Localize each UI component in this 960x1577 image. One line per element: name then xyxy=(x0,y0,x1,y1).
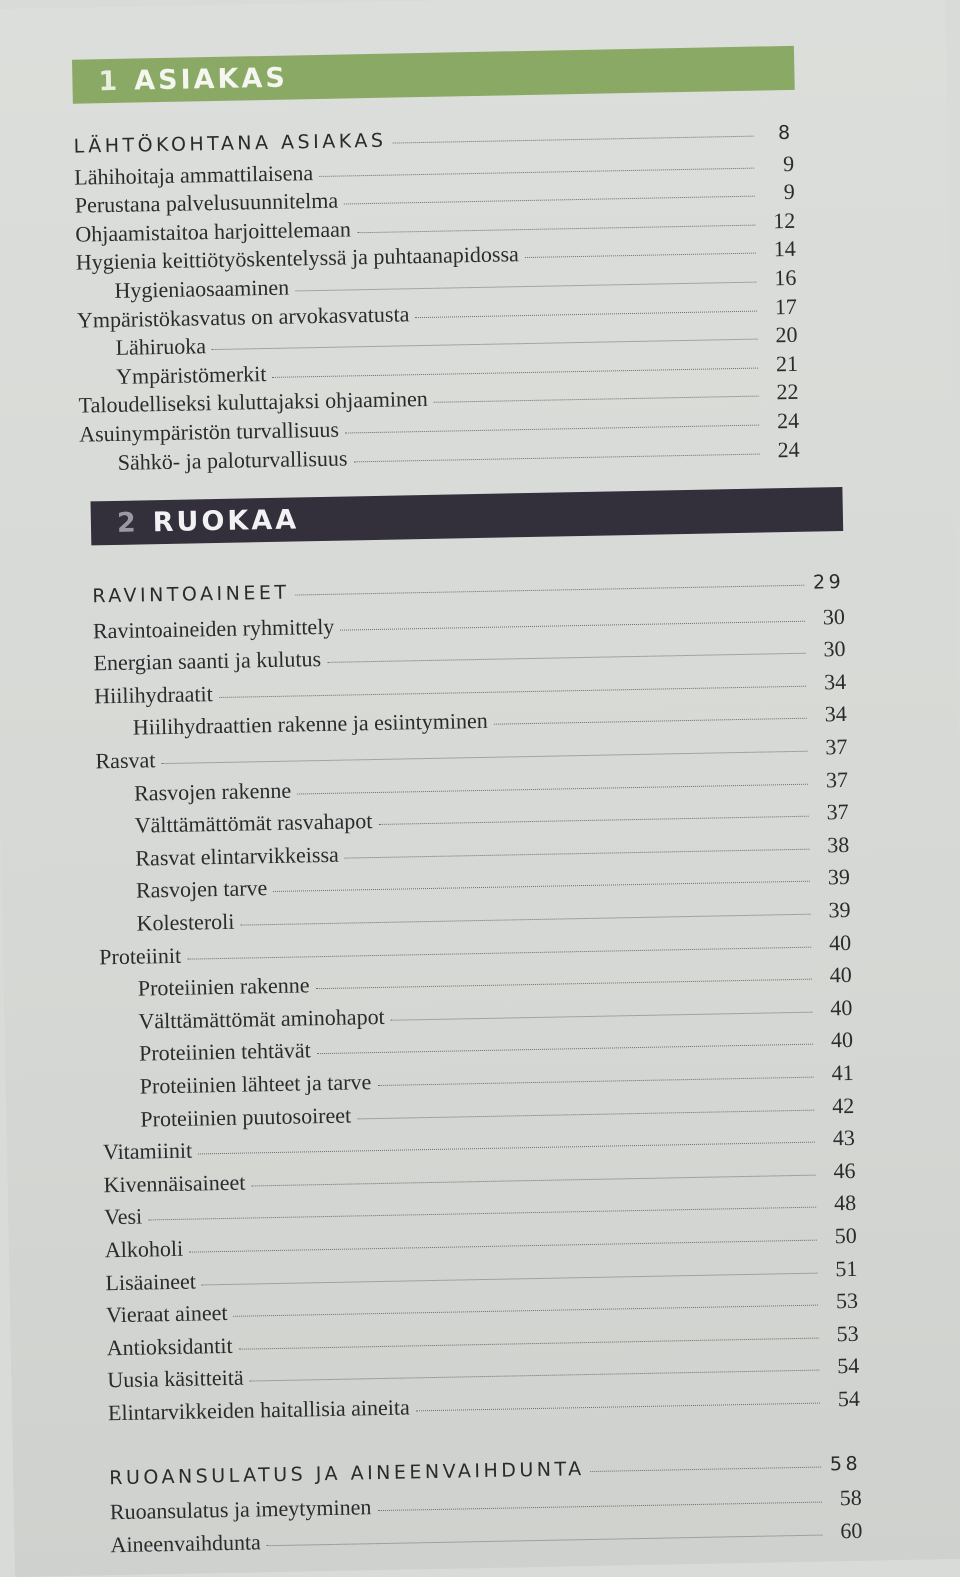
toc-entry-title: Proteiinien tehtävät xyxy=(138,1037,311,1066)
dot-leader xyxy=(148,1207,816,1221)
toc-page-number: 37 xyxy=(826,799,849,825)
section-banner-asiakas xyxy=(72,46,795,104)
dot-leader xyxy=(212,339,758,350)
dot-leader xyxy=(189,1240,817,1253)
toc-chapter-heading xyxy=(109,1452,861,1488)
toc-entry-title: Vesi xyxy=(104,1203,143,1230)
toc-page-number: 42 xyxy=(831,1092,855,1118)
toc-page-number: 24 xyxy=(776,407,800,434)
toc-entry-title: Taloudelliseksi kuluttajaksi ohjaaminen xyxy=(78,386,429,419)
dot-leader xyxy=(239,1337,819,1349)
toc-page-number: 17 xyxy=(774,293,798,319)
dot-leader xyxy=(340,620,805,630)
toc-entry-title: Proteiinit xyxy=(99,942,182,969)
dot-leader xyxy=(345,425,759,434)
dot-leader xyxy=(327,653,805,663)
toc-page-number: 58 xyxy=(829,1452,862,1475)
dot-leader xyxy=(240,914,810,926)
toc-entry-title: Sähkö- ja paloturvallisuus xyxy=(117,445,348,475)
toc-entry-title: Välttämättömät aminohapot xyxy=(138,1003,385,1034)
dot-leader xyxy=(434,396,759,403)
toc-entry-title: Hiilihydraattien rakenne ja esiintyminen xyxy=(132,708,488,741)
dot-leader xyxy=(187,946,811,959)
toc-page-number: 40 xyxy=(829,962,852,988)
toc-entry-title: Vieraat aineet xyxy=(105,1300,228,1328)
section-number: 2 xyxy=(116,507,140,539)
toc-page-number: 39 xyxy=(828,896,851,923)
toc-entry-title: LÄHTÖKOHTANA ASIAKAS xyxy=(73,129,387,158)
toc-entry-title: Asuinympäristön turvallisuus xyxy=(78,416,340,447)
dot-leader xyxy=(416,1403,820,1412)
dot-leader xyxy=(354,453,760,462)
dot-leader xyxy=(357,224,755,233)
dot-leader xyxy=(272,367,758,377)
dot-leader xyxy=(392,136,753,144)
toc-entry-title: Alkoholi xyxy=(104,1235,184,1263)
toc-page-number: 60 xyxy=(840,1517,863,1544)
toc-entry-title: Elintarvikkeiden haitallisia aineita xyxy=(107,1394,410,1426)
dot-leader xyxy=(198,1142,815,1155)
dot-leader xyxy=(525,253,756,258)
section-title: ASIAKAS xyxy=(133,62,289,97)
toc-entry-title: Rasvat elintarvikkeissa xyxy=(135,841,340,871)
dot-leader xyxy=(391,1011,813,1020)
toc-page-number: 40 xyxy=(830,994,853,1021)
toc-entry-title: Proteiinien rakenne xyxy=(137,972,310,1001)
toc-entry-title: Energian saanti ja kulutus xyxy=(93,646,322,676)
dot-leader xyxy=(296,585,805,596)
toc-entry-title: Kivennäisaineet xyxy=(103,1169,246,1198)
toc-page-number: 34 xyxy=(824,701,847,727)
toc-page-number: 9 xyxy=(782,150,795,176)
dot-leader xyxy=(297,783,808,794)
toc-page-number: 22 xyxy=(776,379,799,405)
dot-leader xyxy=(273,881,810,892)
toc-entry-title: Ympäristökasvatus on arvokasvatusta xyxy=(76,300,410,333)
toc-entry-title: Perustana palvelusuunnitelma xyxy=(74,187,339,218)
dot-leader xyxy=(251,1174,815,1186)
toc-entry-title: Vitamiinit xyxy=(102,1137,193,1165)
toc-page-number: 48 xyxy=(833,1190,857,1216)
toc-page-number: 38 xyxy=(826,831,850,858)
toc-page-number: 16 xyxy=(774,264,797,291)
toc-entry-title: Lisäaineet xyxy=(105,1268,197,1295)
toc-entry-title: Hygienia keittiötyöskentelyssä ja puhtaanapidossa xyxy=(75,241,520,276)
toc-page-number: 30 xyxy=(822,603,846,629)
section-number: 1 xyxy=(98,65,121,97)
toc-entry-title: Kolesteroli xyxy=(136,908,235,936)
dot-leader xyxy=(415,310,757,318)
toc-chapter-heading xyxy=(92,571,844,607)
toc-page-number: 12 xyxy=(772,207,796,234)
toc-page-number: 24 xyxy=(777,436,800,462)
toc-page-number: 58 xyxy=(839,1484,863,1511)
dot-leader xyxy=(494,718,807,725)
dot-leader xyxy=(161,751,807,764)
toc-page-number: 51 xyxy=(835,1255,858,1281)
toc-page-number: 14 xyxy=(773,236,797,262)
toc-entry-title: Ympäristömerkit xyxy=(115,360,267,389)
toc-entry-title: Ruoansulatus ja imeytyminen xyxy=(109,1494,372,1525)
dot-leader xyxy=(377,1502,821,1512)
toc-page-number: 40 xyxy=(828,929,852,955)
dot-leader xyxy=(202,1272,817,1285)
dot-leader xyxy=(345,848,809,858)
toc-entry xyxy=(108,1386,860,1426)
dot-leader xyxy=(234,1305,818,1317)
toc-entry-title: Aineenvaihdunta xyxy=(110,1529,262,1558)
toc-page-number: 37 xyxy=(825,733,848,760)
toc-entry-title: Rasvojen rakenne xyxy=(133,777,292,806)
toc-page-number: 9 xyxy=(783,179,795,205)
dot-leader xyxy=(295,282,756,292)
toc-entry-title: Lähihoitaja ammattilaisena xyxy=(74,159,314,190)
toc-page-number: 53 xyxy=(835,1288,859,1314)
toc-page-number: 20 xyxy=(775,322,798,348)
toc-page-number: 46 xyxy=(833,1157,856,1184)
toc-page-number: 41 xyxy=(831,1059,854,1086)
toc-entry-title: RAVINTOAINEET xyxy=(92,581,290,608)
toc-entry-title: Välttämättömät rasvahapot xyxy=(134,808,373,838)
toc-page-number: 8 xyxy=(777,121,794,145)
toc-page-number: 53 xyxy=(836,1320,859,1347)
toc-entry-title: Uusia käsitteitä xyxy=(107,1365,244,1393)
toc-entry-title: Antioksidantit xyxy=(106,1332,233,1361)
dot-leader xyxy=(591,1466,822,1471)
toc-entry-title: RUOANSULATUS JA AINEENVAIHDUNTA xyxy=(109,1457,585,1489)
toc-entry xyxy=(110,1518,862,1558)
toc-page-number: 54 xyxy=(837,1385,861,1412)
dot-leader xyxy=(250,1370,820,1382)
dot-leader xyxy=(316,979,812,990)
toc-entry-title: Proteiinien puutosoireet xyxy=(140,1102,352,1132)
toc-entry-title: Proteiinien lähteet ja tarve xyxy=(139,1069,372,1099)
toc-entry-title: Rasvojen tarve xyxy=(135,875,268,904)
toc-entry-title: Lähiruoka xyxy=(115,333,207,361)
dot-leader xyxy=(267,1534,823,1546)
section-title: RUOKAA xyxy=(152,503,300,538)
toc-page-number: 34 xyxy=(823,668,847,695)
dot-leader xyxy=(319,167,754,176)
dot-leader xyxy=(344,196,755,205)
toc-page-number: 54 xyxy=(837,1353,860,1379)
toc-page-number: 30 xyxy=(823,636,846,662)
toc-page-number: 37 xyxy=(825,766,849,792)
toc-page-number: 43 xyxy=(832,1125,856,1151)
toc-entry-title: Hygieniaosaaminen xyxy=(114,274,290,303)
section-banner-ruokaa xyxy=(91,487,844,545)
toc-entry-title: Ohjaamistaitoa harjoittelemaan xyxy=(75,216,352,247)
dot-leader xyxy=(357,1109,814,1119)
toc-entry-title: Rasvat xyxy=(95,747,156,774)
dot-leader xyxy=(377,1077,813,1086)
toc-page-number: 29 xyxy=(812,570,845,594)
toc-entry-title: Hiilihydraatit xyxy=(93,680,213,709)
toc-page-number: 21 xyxy=(775,350,799,377)
toc-page-number: 39 xyxy=(827,864,851,890)
toc-page-number: 50 xyxy=(834,1222,857,1249)
dot-leader xyxy=(378,816,808,825)
dot-leader xyxy=(219,686,806,698)
dot-leader xyxy=(317,1044,813,1055)
toc-page-number: 40 xyxy=(830,1027,854,1053)
toc-entry-title: Ravintoaineiden ryhmittely xyxy=(92,613,335,643)
